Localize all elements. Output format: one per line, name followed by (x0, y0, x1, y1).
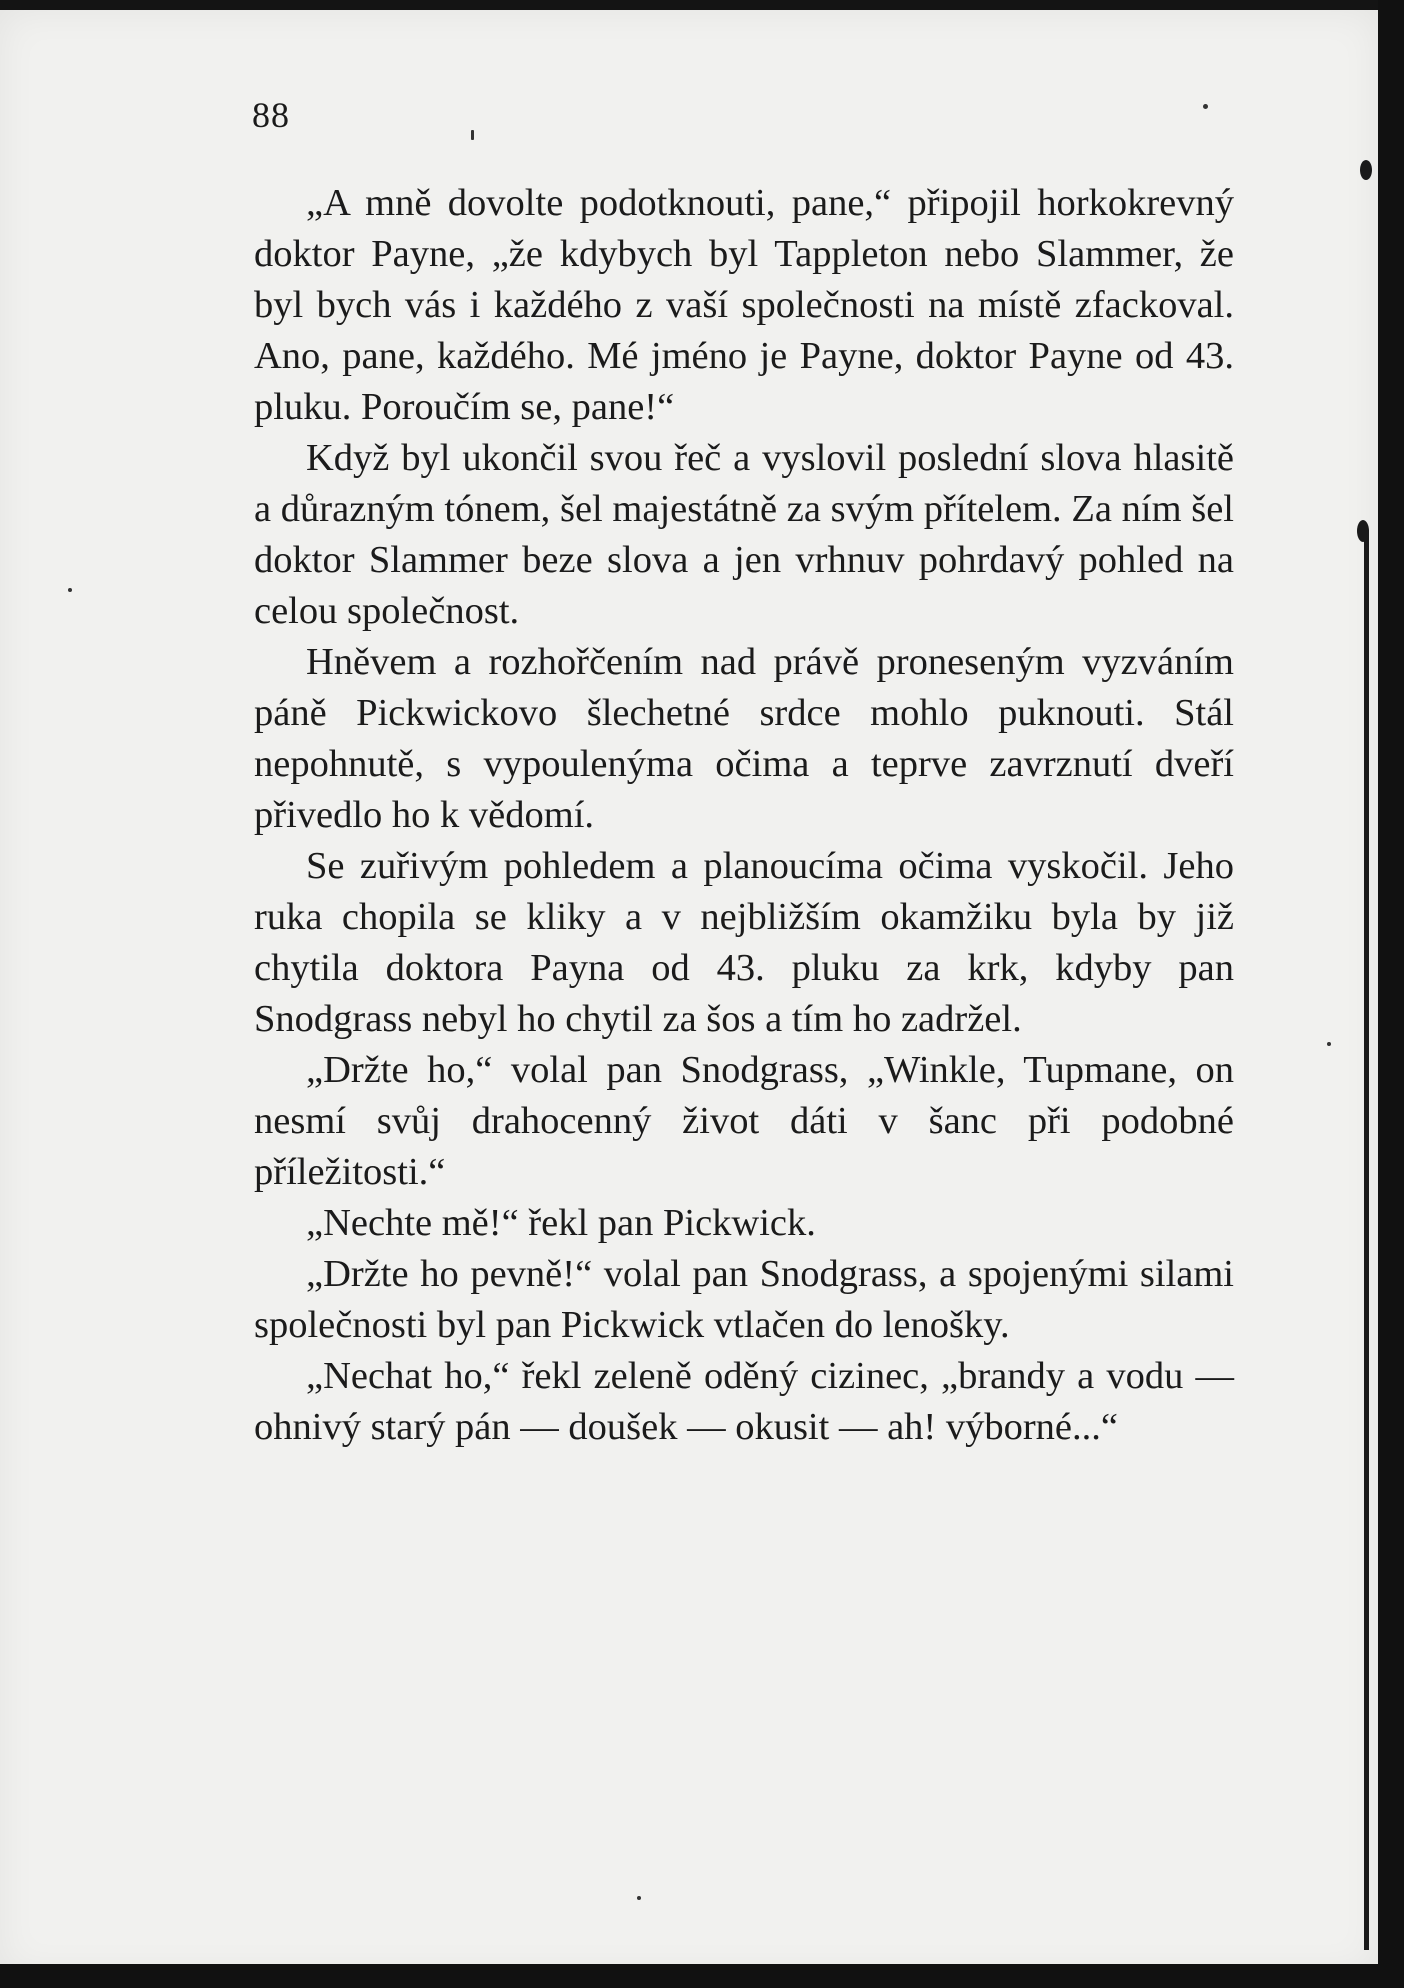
body-text (254, 178, 1234, 1453)
binding-shadow-mark (1360, 160, 1372, 180)
paragraph-1: „A mně dovolte podotknouti, pane,“ připojil horkokrevný doktor Payne, „že kdybych byl Tappleton nebo Slammer, že byl bych vás i každého z vaší společnosti na místě zfackoval. Ano, pane, každého. Mé jméno je Payne, doktor Payne od 43. pluku. Poroučím se, pane!“ (254, 182, 1234, 428)
binding-shadow-line (1364, 530, 1369, 1950)
paragraph-2: Když byl ukončil svou řeč a vyslovil poslední slova hlasitě a důrazným tónem, šel majestátně za svým přítelem. Za ním šel doktor Slammer beze slova a jen vrhnuv pohrdavý pohled na celou společnost. (254, 437, 1234, 632)
scan-speck (637, 1896, 641, 1900)
paragraph-3: Hněvem a rozhořčením nad právě proneseným vyzváním páně Pickwickovo šlechetné srdce mohlo puknouti. Stál nepohnutě, s vypoulenýma očima a teprve zavrznutí dveří přivedlo ho k vědomí. (254, 641, 1234, 836)
paragraph-8: „Nechat ho,“ řekl zeleně oděný cizinec, „brandy a vodu — ohnivý starý pán — doušek — okusit — ah! výborné...“ (254, 1355, 1234, 1448)
binding-shadow-mark (1357, 520, 1369, 542)
scan-border-right (1378, 0, 1404, 1988)
scan-speck (68, 588, 72, 592)
scan-speck (1203, 104, 1208, 109)
scan-speck (471, 130, 474, 140)
scan-speck (1327, 1042, 1331, 1046)
paragraph-5: „Držte ho,“ volal pan Snodgrass, „Winkle, Tupmane, on nesmí svůj drahocenný život dáti v šanc při podobné příležitosti.“ (254, 1049, 1234, 1193)
paragraph-6: „Nechte mě!“ řekl pan Pickwick. (306, 1202, 816, 1244)
paragraph-4: Se zuřivým pohledem a planoucíma očima vyskočil. Jeho ruka chopila se kliky a v nejbližším okamžiku byla by již chytila doktora Payna od 43. pluku za krk, kdyby pan Snodgrass nebyl ho chytil za šos a tím ho zadržel. (254, 845, 1234, 1040)
page-number: 88 (252, 95, 290, 135)
paragraph-7: „Držte ho pevně!“ volal pan Snodgrass, a spojenými silami společnosti byl pan Pickwick vtlačen do lenošky. (254, 1253, 1234, 1346)
scan-border-bottom (0, 1964, 1404, 1988)
